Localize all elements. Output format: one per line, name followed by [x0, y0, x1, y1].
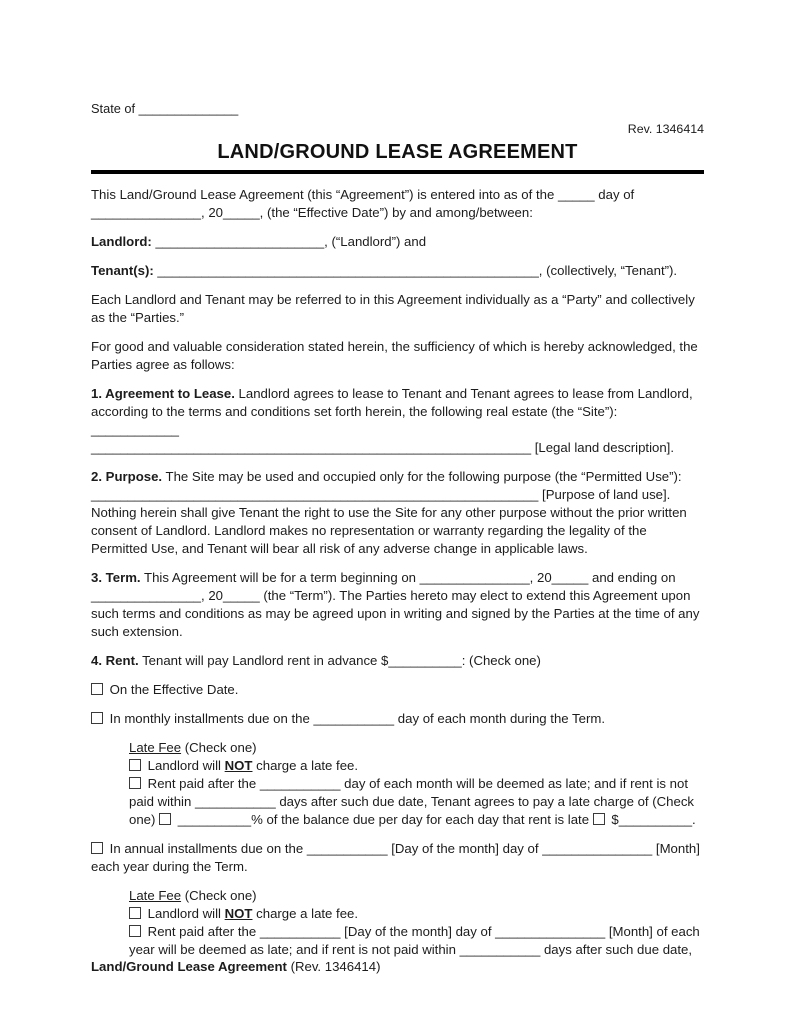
text-run: _______________________, (“Landlord”) and — [151, 234, 427, 249]
text-run: $__________. — [607, 812, 696, 827]
page-footer — [91, 958, 381, 976]
text-run: (Rev. 1346414) — [286, 959, 381, 974]
text-run: Land/Ground Lease Agreement — [91, 959, 287, 974]
text-run: ____________________________________________________________ [Legal land description]. — [91, 440, 675, 455]
checkbox-icon[interactable] — [129, 907, 141, 919]
text-run: Rent paid after the ___________ [Day of the month] day of _______________ [Month] of each year will be deemed as late; and if rent is not paid within ___________ days after such due date, — [129, 924, 700, 957]
text-run: NOT — [224, 758, 253, 773]
text-run: Tenant will pay Landlord rent in advance $__________: (Check one) — [138, 653, 541, 668]
paragraph-tenant — [91, 262, 704, 280]
text-run: The Site may be used and occupied only for the following purpose (the “Permitted Use”): — [162, 469, 682, 484]
text-run: Landlord will — [144, 906, 225, 921]
text-run: 1. Agreement to Lease. — [91, 386, 235, 401]
paragraph-parties — [91, 291, 704, 327]
checkbox-icon[interactable] — [91, 712, 103, 724]
section-rent — [91, 652, 704, 670]
rent-option-effective-date — [91, 681, 704, 699]
paragraph-opening — [91, 186, 704, 222]
text-run: (Check one) — [181, 888, 257, 903]
text-run: Landlord will — [144, 758, 225, 773]
text-run: In annual installments due on the ___________ [Day of the month] day of _______________ [Month] each year during the Term. — [91, 841, 700, 874]
rent-option-annual — [91, 840, 704, 876]
checkbox-icon[interactable] — [129, 925, 141, 937]
text-run: Nothing herein shall give Tenant the right to use the Site for any other purpose without the prior written consent of Landlord. Landlord makes no representation or warranty regarding the legality of the Permitted Use, and Tenant will bear all risk of any adverse change in applicable laws. — [91, 505, 687, 556]
text-run: Landlord: — [91, 234, 152, 249]
text-run: 4. Rent. — [91, 653, 139, 668]
text-run: Late Fee — [129, 888, 182, 903]
page-title: LAND/GROUND LEASE AGREEMENT — [217, 141, 578, 163]
text-run: In monthly installments due on the ___________ day of each month during the Term. — [106, 711, 606, 726]
paragraph-landlord — [91, 233, 704, 251]
text-run: ____________________________________________________, (collectively, “Tenant”). — [153, 263, 678, 278]
text-run: __________% of the balance due per day for each day that rent is late — [174, 812, 593, 827]
checkbox-icon[interactable] — [91, 842, 103, 854]
title-divider — [91, 170, 704, 174]
text-run: Late Fee — [129, 740, 182, 755]
text-run: 3. Term. — [91, 570, 141, 585]
rent-option-monthly — [91, 710, 704, 728]
revision-number: Rev. 1346414 — [627, 122, 704, 136]
text-run: charge a late fee. — [252, 906, 359, 921]
text-run: This Agreement will be for a term beginning on _______________, 20_____ and ending on _______________, 20_____ (the “Term”). The Parties hereto may elect to extend this Agreement upon such terms and conditions as may be agreed upon in writing and signed by the Parties at the time of any such extension. — [91, 570, 700, 639]
checkbox-icon[interactable] — [159, 813, 171, 825]
text-run: _____________________________________________________________ [Purpose of land use]. — [91, 487, 671, 502]
section-agreement-to-lease — [91, 385, 704, 457]
text-run: Rent paid after the ___________ day of each month will be deemed as late; and if rent is not paid within ___________ days after such due date, Tenant agrees to pay a late charge of (Check one) — [129, 776, 695, 827]
checkbox-icon[interactable] — [129, 777, 141, 789]
checkbox-icon[interactable] — [593, 813, 605, 825]
text-run: Landlord agrees to lease to Tenant and Tenant agrees to lease from Landlord, according to the terms and conditions set forth herein, the following real estate (the “Site”): ____________ — [91, 386, 693, 437]
late-fee-block-annual — [129, 887, 704, 959]
text-run: For good and valuable consideration stated herein, the sufficiency of which is hereby acknowledged, the Parties agree as follows: — [91, 339, 698, 372]
text-run: Tenant(s): — [91, 263, 154, 278]
text-run: On the Effective Date. — [106, 682, 239, 697]
section-purpose — [91, 468, 704, 558]
late-fee-block-monthly — [129, 739, 704, 829]
paragraph-consideration — [91, 338, 704, 374]
text-run: This Land/Ground Lease Agreement (this “Agreement”) is entered into as of the _____ day of _______________, 20_____, (the “Effective Date”) by and among/between: — [91, 187, 635, 220]
section-term — [91, 569, 704, 641]
text-run: 2. Purpose. — [91, 469, 163, 484]
checkbox-icon[interactable] — [129, 759, 141, 771]
text-run: (Check one) — [181, 740, 257, 755]
checkbox-icon[interactable] — [91, 683, 103, 695]
text-run: Each Landlord and Tenant may be referred to in this Agreement individually as a “Party” and collectively as the “Parties.” — [91, 292, 695, 325]
document-content — [91, 100, 704, 959]
text-run: NOT — [224, 906, 253, 921]
state-of-field: State of ______________ — [91, 101, 239, 116]
text-run: charge a late fee. — [252, 758, 359, 773]
